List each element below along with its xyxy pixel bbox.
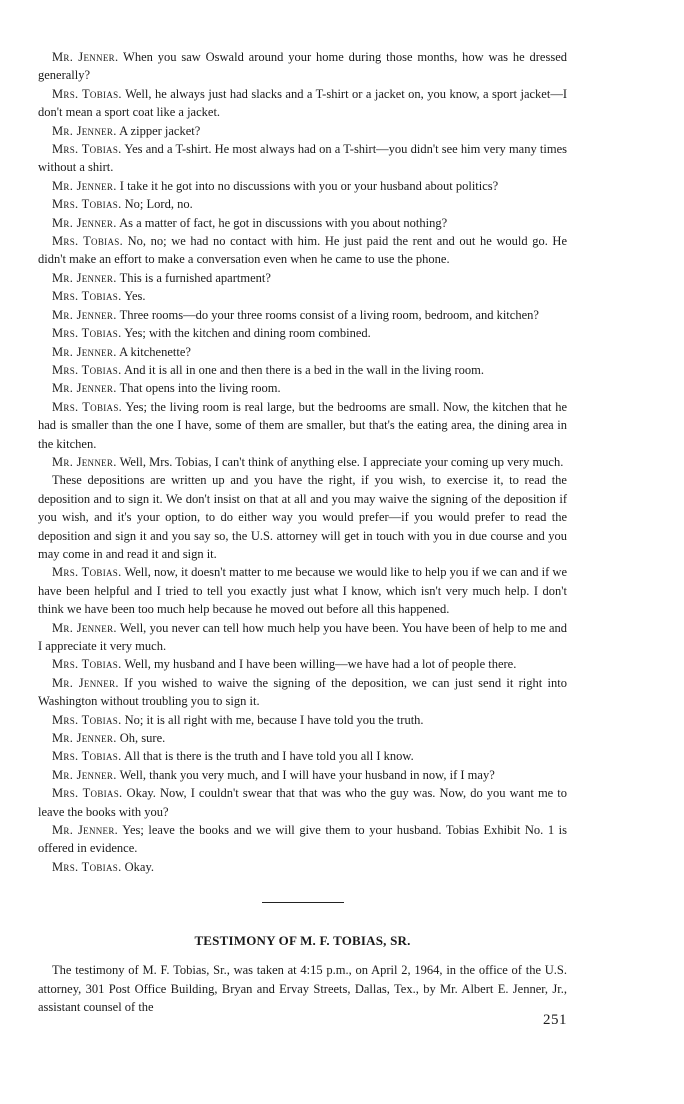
dialog-text: Well, you never can tell how much help you have been. You have been of help to me and I appreciate it very much.	[38, 620, 567, 653]
speaker-label: Mrs. Tobias.	[52, 326, 122, 341]
dialog-text: Well, thank you very much, and I will have your husband in now, if I may?	[119, 767, 495, 782]
dialog-text: Yes; with the kitchen and dining room combined.	[124, 326, 371, 341]
dialog-text: A zipper jacket?	[119, 123, 201, 138]
dialog-paragraph	[38, 453, 567, 471]
speaker-label: Mr. Jenner.	[52, 620, 117, 635]
dialog-text: I take it he got into no discussions with you or your husband about politics?	[119, 178, 499, 193]
dialog-text: Three rooms—do your three rooms consist of a living room, bedroom, and kitchen?	[119, 307, 539, 322]
dialog-paragraph	[38, 655, 567, 673]
dialog-paragraph	[38, 729, 567, 747]
dialog-paragraph	[38, 287, 567, 305]
speaker-label: Mrs. Tobias.	[52, 859, 122, 874]
transcript-dialog	[38, 48, 567, 876]
dialog-paragraph	[38, 214, 567, 232]
page-number: 251	[543, 1012, 567, 1028]
dialog-paragraph	[38, 48, 567, 85]
dialog-text: No; Lord, no.	[124, 197, 193, 212]
dialog-text: A kitchenette?	[119, 344, 191, 359]
dialog-text: Yes.	[124, 289, 146, 304]
dialog-paragraph	[38, 858, 567, 876]
section-divider	[262, 902, 344, 903]
speaker-label: Mr. Jenner.	[52, 50, 119, 64]
speaker-label: Mrs. Tobias.	[52, 399, 123, 414]
dialog-text: As a matter of fact, he got in discussions with you about nothing?	[119, 215, 448, 230]
speaker-label: Mrs. Tobias.	[52, 749, 122, 764]
speaker-label: Mr. Jenner.	[52, 215, 117, 230]
dialog-text: And it is all in one and then there is a bed in the wall in the living room.	[123, 362, 484, 377]
dialog-paragraph	[38, 85, 567, 122]
dialog-text: Oh, sure.	[119, 731, 166, 746]
dialog-text: These depositions are written up and you have the right, if you wish, to exercise it, to read the deposition and to sign it. We don't insist on that at all and you may waive the signing of the deposition if you wish, and it's your option, to do either way you would prefer—if you would prefer to read the deposition and sign it and you say so, the U.S. attorney will get in touch with you in due course and you may come in and read it and sign it.	[38, 473, 567, 561]
dialog-paragraph	[38, 619, 567, 656]
speaker-label: Mr. Jenner.	[52, 454, 117, 469]
section-title: TESTIMONY OF M. F. TOBIAS, SR.	[194, 933, 411, 949]
dialog-paragraph	[38, 122, 567, 140]
speaker-label: Mrs. Tobias.	[52, 565, 122, 580]
speaker-label: Mr. Jenner.	[52, 270, 117, 285]
dialog-paragraph	[38, 343, 567, 361]
dialog-paragraph	[38, 195, 567, 213]
dialog-paragraph	[38, 232, 567, 269]
speaker-label: Mrs. Tobias.	[52, 786, 123, 801]
dialog-text: That opens into the living room.	[119, 381, 281, 396]
speaker-label: Mr. Jenner.	[52, 675, 119, 690]
speaker-label: Mr. Jenner.	[52, 307, 117, 322]
speaker-label: Mr. Jenner.	[52, 344, 117, 359]
dialog-text: This is a furnished apartment?	[119, 270, 271, 285]
speaker-label: Mr. Jenner.	[52, 823, 119, 838]
dialog-paragraph	[38, 269, 567, 287]
dialog-text: When you saw Oswald around your home during those months, how was he dressed generally?	[38, 50, 567, 83]
dialog-paragraph	[38, 379, 567, 397]
speaker-label: Mrs. Tobias.	[52, 234, 123, 249]
dialog-text: Okay. Now, I couldn't swear that that was who the guy was. Now, do you want me to leave the books with you?	[38, 786, 568, 819]
dialog-paragraph	[38, 306, 567, 324]
dialog-text: No, no; we had no contact with him. He just paid the rent and out he would go. He didn't make an effort to make a conversation even when he came to use the phone.	[38, 234, 568, 267]
dialog-text: Well, he always just had slacks and a T-shirt or a jacket on, you know, a sport jacket—I don't mean a sport coat like a jacket.	[38, 86, 567, 120]
dialog-paragraph	[38, 747, 567, 765]
dialog-text: No; it is all right with me, because I have told you the truth.	[124, 712, 424, 727]
dialog-paragraph	[38, 563, 567, 618]
speaker-label: Mrs. Tobias.	[52, 712, 122, 727]
dialog-text: Well, Mrs. Tobias, I can't think of anything else. I appreciate your coming up very much.	[119, 454, 564, 469]
dialog-paragraph	[38, 766, 567, 784]
dialog-paragraph	[38, 821, 567, 858]
dialog-text: Yes; the living room is real large, but the bedrooms are small. Now, the kitchen that he had is smaller than the one I have, some of them are smaller, but that's the eating area, the dining area in the kitchen.	[38, 399, 567, 451]
dialog-text: Well, my husband and I have been willing—we have had a lot of people there.	[124, 657, 517, 672]
dialog-text: Yes; leave the books and we will give them to your husband. Tobias Exhibit No. 1 is offered in evidence.	[38, 823, 567, 856]
dialog-paragraph	[38, 324, 567, 342]
speaker-label: Mr. Jenner.	[52, 381, 117, 396]
speaker-label: Mr. Jenner.	[52, 178, 117, 193]
speaker-label: Mr. Jenner.	[52, 123, 117, 138]
dialog-paragraph	[38, 784, 567, 821]
speaker-label: Mrs. Tobias.	[52, 657, 122, 672]
dialog-text: All that is there is the truth and I have told you all I know.	[123, 749, 414, 764]
dialog-paragraph	[38, 398, 567, 453]
testimony-intro: The testimony of M. F. Tobias, Sr., was taken at 4:15 p.m., on April 2, 1964, in the office of the U.S. attorney, 301 Post Office Building, Bryan and Ervay Streets, Dallas, Tex., by Mr. Albert E. Jenner, Jr., assistant counsel of the	[38, 963, 567, 1015]
speaker-label: Mrs. Tobias.	[52, 362, 122, 377]
dialog-paragraph	[38, 711, 567, 729]
speaker-label: Mrs. Tobias.	[52, 197, 122, 212]
speaker-label: Mr. Jenner.	[52, 767, 117, 782]
speaker-label: Mrs. Tobias.	[52, 86, 122, 101]
speaker-label: Mrs. Tobias.	[52, 289, 122, 304]
dialog-paragraph	[38, 177, 567, 195]
dialog-paragraph	[38, 674, 567, 711]
dialog-paragraph	[38, 361, 567, 379]
dialog-text: If you wished to waive the signing of the deposition, we can just send it right into Washington without troubling you to sign it.	[38, 675, 567, 709]
dialog-text: Yes and a T-shirt. He most always had on a T-shirt—you didn't see him very many times without a shirt.	[38, 142, 567, 175]
dialog-paragraph	[38, 471, 567, 563]
speaker-label: Mrs. Tobias.	[52, 142, 122, 157]
dialog-text: Okay.	[124, 859, 155, 874]
dialog-paragraph	[38, 140, 567, 177]
speaker-label: Mr. Jenner.	[52, 731, 117, 746]
dialog-text: Well, now, it doesn't matter to me because we would like to help you if we can and if we have been helpful and I tried to tell you exactly just what I know, which isn't very much help. I don't think we have been too much help because he moved out before all this happened.	[38, 565, 568, 617]
